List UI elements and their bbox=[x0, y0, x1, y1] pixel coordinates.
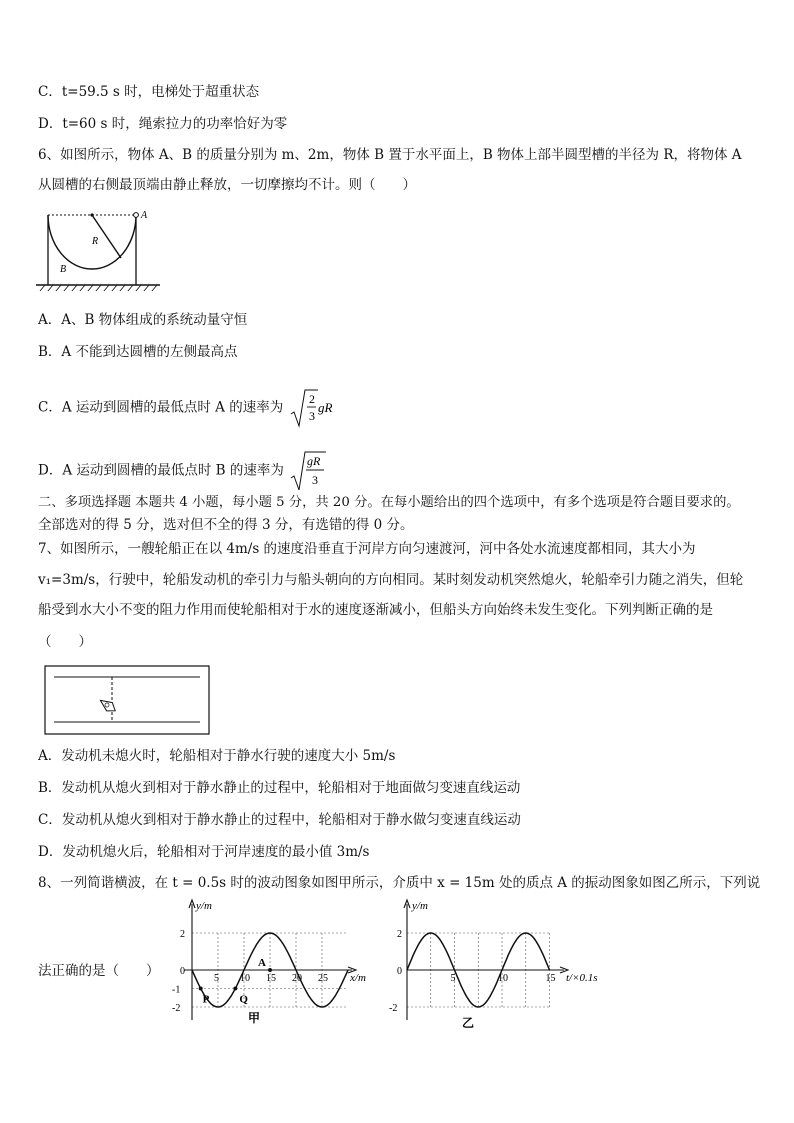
jia-ylabel: y/m bbox=[196, 900, 212, 912]
yi-ytick-label: -2 bbox=[389, 1003, 398, 1014]
q6-option-a: A．A、B 物体组成的系统动量守恒 bbox=[38, 312, 248, 328]
section2-line1: 二、多项选择题 本题共 4 小题，每小题 5 分，共 20 分。在每小题给出的四个选项中，有多个选项是符合题目要求的。 bbox=[38, 495, 740, 510]
jia-point-q bbox=[233, 987, 237, 991]
q7-option-c: C．发动机从熄火到相对于静水静止的过程中，轮船相对于静水做匀变速直线运动 bbox=[38, 812, 521, 828]
q6-c-denominator: 3 bbox=[308, 409, 315, 423]
yi-title: 乙 bbox=[462, 1016, 475, 1030]
q6-option-d-text: D．A 运动到圆槽的最低点时 B 的速率为 bbox=[38, 462, 284, 479]
q6-option-d bbox=[38, 450, 330, 492]
q6-c-numerator: 2 bbox=[308, 392, 315, 406]
yi-ytick-label: 2 bbox=[397, 929, 402, 940]
q7-stem-line2: v₁=3m/s，行驶中，轮船发动机的牵引力与船头朝向的方向相同。某时刻发动机突然熄火，轮船牵引力随之消失，但轮 bbox=[38, 572, 744, 588]
jia-ytick-label: -1 bbox=[172, 984, 181, 996]
jia-point-label-q: Q bbox=[239, 993, 248, 1006]
jia-point-a bbox=[268, 968, 272, 972]
q6-label-a: A bbox=[141, 210, 148, 221]
q5-option-c: C．t=59.5 s 时，电梯处于超重状态 bbox=[38, 84, 260, 100]
yi-xtick-label: 5 bbox=[450, 973, 456, 984]
yi-xtick-label: 15 bbox=[545, 973, 556, 984]
q6-option-b: B．A 不能到达圆槽的左侧最高点 bbox=[38, 344, 238, 360]
jia-xtick-label: 25 bbox=[318, 973, 328, 984]
vibration-chart-yi bbox=[386, 896, 616, 1031]
jia-xtick-label: 5 bbox=[214, 973, 219, 984]
q7-stem-line1: 7、如图所示，一艘轮船正在以 4m/s 的速度沿垂直于河岸方向匀速渡河，河中各处水流速度都相同，其大小为 bbox=[38, 541, 696, 557]
jia-ytick-label: -2 bbox=[172, 1003, 181, 1014]
q7-figure bbox=[44, 665, 210, 735]
jia-ytick-label: 2 bbox=[180, 929, 185, 940]
wave-chart-jia bbox=[168, 896, 378, 1031]
q6-c-tail: gR bbox=[317, 400, 332, 415]
q6-stem-line2: 从圆槽的右侧最顶端由静止释放，一切摩擦均不计。则（ ） bbox=[38, 177, 416, 193]
jia-xtick-label: 10 bbox=[240, 973, 250, 984]
q6-option-c-text: C．A 运动到圆槽的最低点时 A 的速率为 bbox=[38, 399, 284, 416]
q6-option-c bbox=[38, 388, 342, 428]
jia-title: 甲 bbox=[248, 1011, 261, 1025]
q5-option-d: D．t=60 s 时，绳索拉力的功率恰好为零 bbox=[38, 116, 288, 132]
jia-xtick-label: 20 bbox=[292, 973, 302, 984]
q6-option-c-formula bbox=[290, 388, 342, 428]
jia-ytick-label: 0 bbox=[180, 966, 185, 977]
yi-ytick-label: 0 bbox=[397, 966, 402, 977]
jia-point-label-p: P bbox=[202, 993, 210, 1006]
section2-line2: 全部选对的得 5 分，选对但不全的得 3 分，有选错的得 0 分。 bbox=[38, 517, 414, 533]
q6-d-numerator: gR bbox=[307, 454, 321, 468]
jia-xlabel: x/m bbox=[350, 972, 366, 984]
q8-stem-line2: 法正确的是（ ） bbox=[38, 963, 160, 979]
q7-stem-line3: 船受到水大小不变的阻力作用而使轮船相对于水的速度逐渐减小，但船头方向始终未发生变化。下列判断正确的是 bbox=[38, 602, 713, 618]
yi-ylabel: y/m bbox=[412, 900, 428, 912]
jia-point-p bbox=[199, 987, 203, 991]
q6-d-denominator: 3 bbox=[312, 473, 319, 487]
q7-stem-line4: （ ） bbox=[38, 634, 92, 650]
q6-figure bbox=[36, 205, 166, 297]
q7-option-d: D．发动机熄火后，轮船相对于河岸速度的最小值 3m/s bbox=[38, 844, 370, 860]
q7-option-b: B．发动机从熄火到相对于静水静止的过程中，轮船相对于地面做匀变速直线运动 bbox=[38, 780, 521, 796]
q6-option-d-formula bbox=[290, 450, 330, 492]
q7-option-a: A．发动机未熄火时，轮船相对于静水行驶的速度大小 5m/s bbox=[38, 748, 396, 764]
yi-xtick-label: 10 bbox=[498, 973, 508, 984]
q6-label-r: R bbox=[92, 236, 99, 247]
q6-stem-line1: 6、如图所示，物体 A、B 的质量分别为 m、2m，物体 B 置于水平面上，B 物体上部半圆型槽的半径为 R，将物体 A bbox=[38, 147, 742, 163]
yi-xlabel: t/×0.1s bbox=[566, 972, 598, 984]
q6-label-b: B bbox=[60, 264, 67, 275]
jia-point-label-a: A bbox=[258, 957, 266, 969]
jia-xtick-label: 15 bbox=[266, 973, 276, 984]
q8-stem-line1: 8、一列简谐横波，在 t = 0.5s 时的波动图象如图甲所示，介质中 x = 15m 处的质点 A 的振动图象如图乙所示，下列说 bbox=[38, 875, 761, 891]
